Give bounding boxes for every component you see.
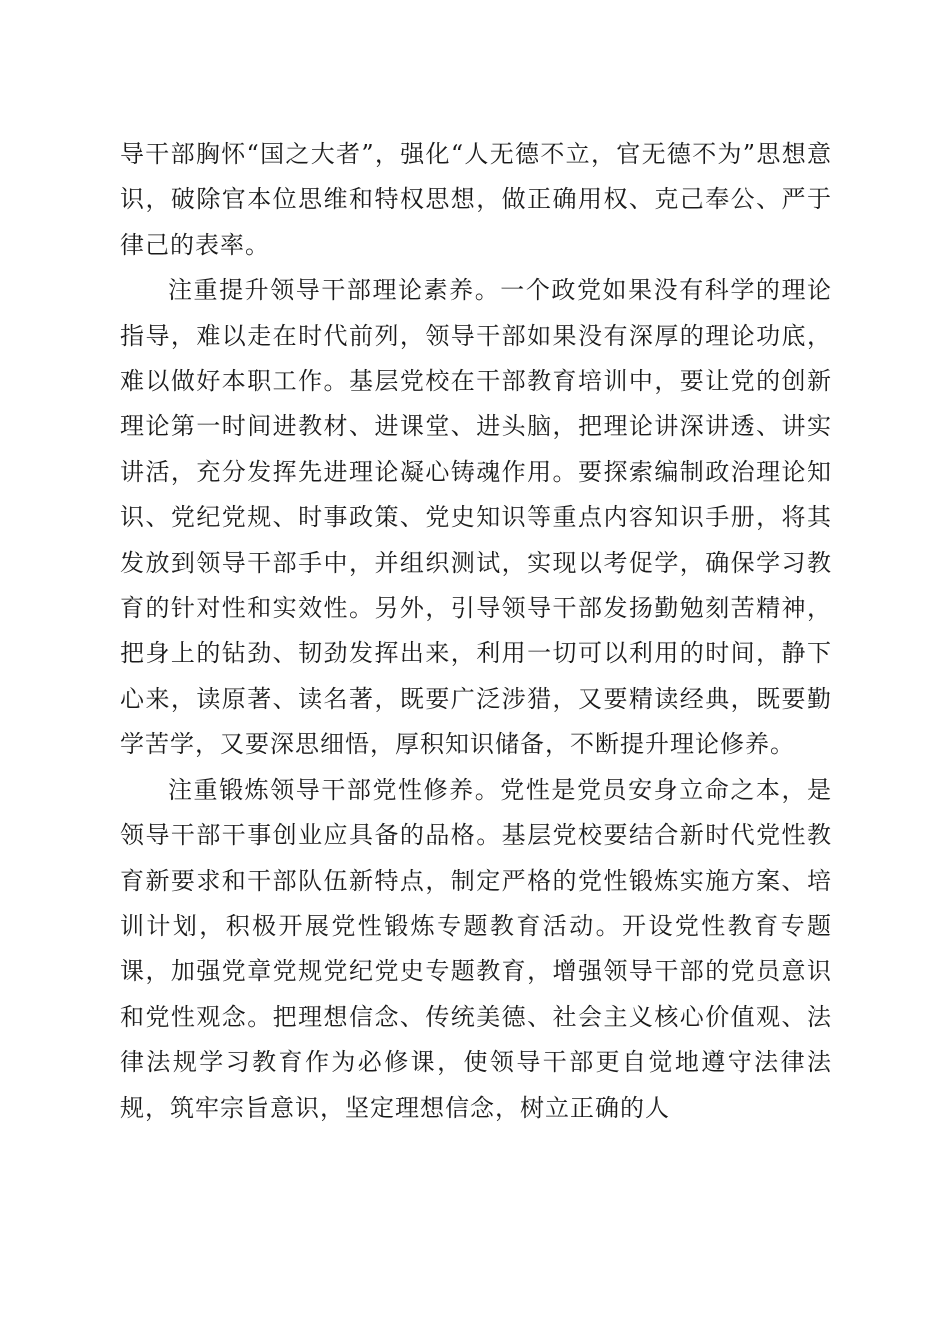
body-text [120,132,832,1131]
paragraph-party-spirit: 注重锻炼领导干部党性修养。党性是党员安身立命之本，是领导干部干事创业应具备的品格。基层党校要结合新时代党性教育新要求和干部队伍新特点，制定严格的党性锻炼实施方案、培训计划，积极开展党性锻炼专题教育活动。开设党性教育专题课，加强党章党规党纪党史专题教育，增强领导干部的党员意识和党性观念。把理想信念、传统美德、社会主义核心价值观、法律法规学习教育作为必修课，使领导干部更自觉地遵守法律法规，筑牢宗旨意识，坚定理想信念，树立正确的人 [120,775,832,1122]
paragraph-continuation: 导干部胸怀“国之大者”，强化“人无德不立，官无德不为”思想意识，破除官本位思维和特权思想，做正确用权、克己奉公、严于律己的表率。 [120,140,832,259]
paragraph-theory-literacy: 注重提升领导干部理论素养。一个政党如果没有科学的理论指导，难以走在时代前列，领导干部如果没有深厚的理论功底，难以做好本职工作。基层党校在干部教育培训中，要让党的创新理论第一时间进教材、进课堂、进头脑，把理论讲深讲透、讲实讲活，充分发挥先进理论凝心铸魂作用。要探索编制政治理论知识、党纪党规、时事政策、党史知识等重点内容知识手册，将其发放到领导干部手中，并组织测试，实现以考促学，确保学习教育的针对性和实效性。另外，引导领导干部发扬勤勉刻苦精神，把身上的钻劲、韧劲发挥出来，利用一切可以利用的时间，静下心来，读原著、读名著，既要广泛涉猎，又要精读经典，既要勤学苦学，又要深思细悟，厚积知识储备，不断提升理论修养。 [120,276,832,759]
